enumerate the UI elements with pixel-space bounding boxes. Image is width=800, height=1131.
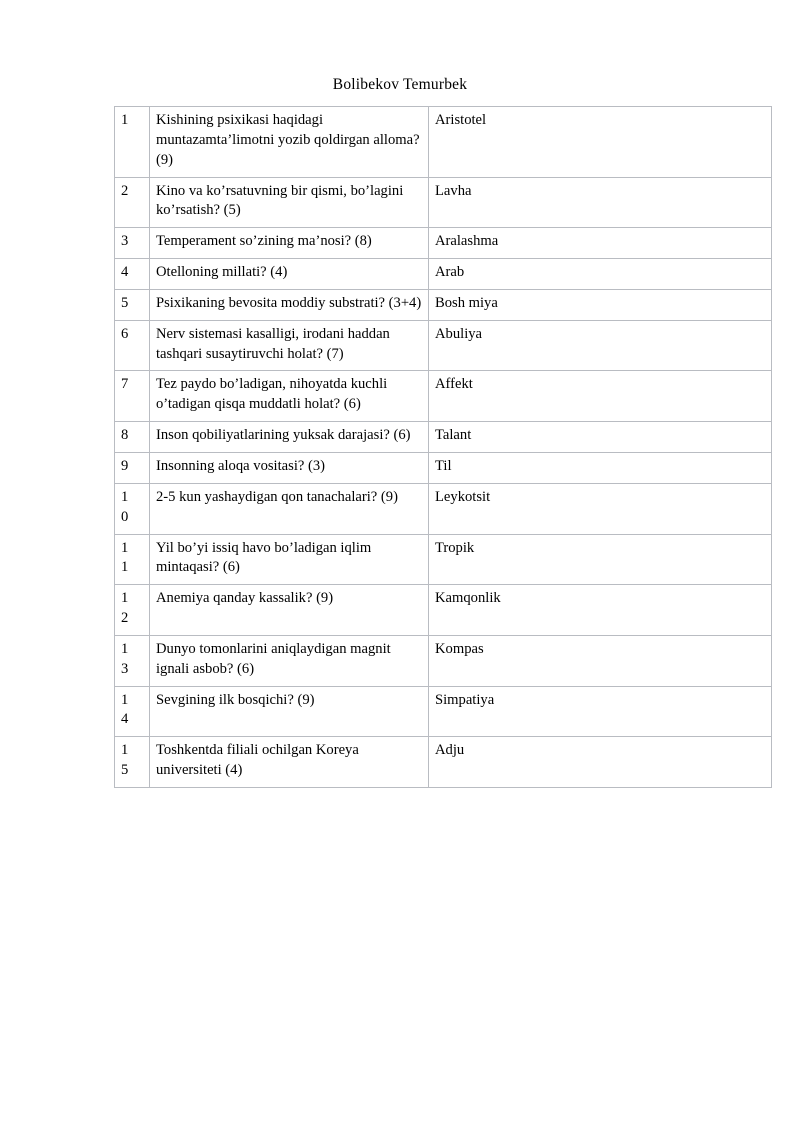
- question-cell: Insonning aloqa vositasi? (3): [150, 452, 429, 483]
- table-row: [115, 177, 772, 228]
- table-row: [115, 371, 772, 422]
- question-cell: 2-5 kun yashaydigan qon tanachalari? (9): [150, 483, 429, 534]
- table-row: [115, 228, 772, 259]
- answer-cell: Leykotsit: [429, 483, 772, 534]
- answer-cell: Adju: [429, 737, 772, 788]
- table-row: [115, 585, 772, 636]
- row-number: 5: [121, 294, 129, 311]
- row-number-cell: [115, 107, 150, 178]
- row-number: 6: [121, 325, 129, 342]
- question-cell: Tez paydo bo’ladigan, nihoyatda kuchli o’tadigan qisqa muddatli holat? (6): [150, 371, 429, 422]
- row-number-cell: [115, 686, 150, 737]
- table-row: [115, 422, 772, 453]
- answer-cell: Aralashma: [429, 228, 772, 259]
- table-row: [115, 534, 772, 585]
- row-number: 10: [121, 488, 129, 525]
- row-number: 11: [121, 539, 129, 576]
- questions-table-body: [115, 107, 772, 788]
- row-number-cell: [115, 320, 150, 371]
- row-number: 7: [121, 376, 129, 393]
- answer-cell: Affekt: [429, 371, 772, 422]
- row-number: 8: [121, 427, 129, 444]
- table-row: [115, 320, 772, 371]
- row-number: 12: [121, 590, 129, 627]
- table-row: [115, 635, 772, 686]
- answer-cell: Bosh miya: [429, 289, 772, 320]
- row-number: 4: [121, 264, 129, 281]
- question-cell: Psixikaning bevosita moddiy substrati? (3+4): [150, 289, 429, 320]
- question-cell: Toshkentda filiali ochilgan Koreya universiteti (4): [150, 737, 429, 788]
- row-number: 2: [121, 182, 129, 199]
- answer-cell: Kamqonlik: [429, 585, 772, 636]
- question-cell: Kino va ko’rsatuvning bir qismi, bo’lagini ko’rsatish? (5): [150, 177, 429, 228]
- question-cell: Temperament so’zining ma’nosi? (8): [150, 228, 429, 259]
- table-row: [115, 686, 772, 737]
- row-number-cell: [115, 534, 150, 585]
- answer-cell: Abuliya: [429, 320, 772, 371]
- row-number-cell: [115, 422, 150, 453]
- question-cell: Yil bo’yi issiq havo bo’ladigan iqlim mintaqasi? (6): [150, 534, 429, 585]
- questions-table: [114, 106, 772, 788]
- answer-cell: Talant: [429, 422, 772, 453]
- question-cell: Dunyo tomonlarini aniqlaydigan magnit ignali asbob? (6): [150, 635, 429, 686]
- question-cell: Nerv sistemasi kasalligi, irodani haddan tashqari susaytiruvchi holat? (7): [150, 320, 429, 371]
- question-cell: Otelloning millati? (4): [150, 259, 429, 290]
- answer-cell: Tropik: [429, 534, 772, 585]
- table-row: [115, 483, 772, 534]
- answer-cell: Kompas: [429, 635, 772, 686]
- row-number-cell: [115, 585, 150, 636]
- answer-cell: Simpatiya: [429, 686, 772, 737]
- row-number: 1: [121, 112, 129, 128]
- table-row: [115, 452, 772, 483]
- row-number: 15: [121, 742, 129, 779]
- page-title: Bolibekov Temurbek: [332, 76, 468, 93]
- answer-cell: Aristotel: [429, 107, 772, 178]
- row-number-cell: [115, 737, 150, 788]
- answer-cell: Til: [429, 452, 772, 483]
- question-cell: Anemiya qanday kassalik? (9): [150, 585, 429, 636]
- row-number-cell: [115, 452, 150, 483]
- table-row: [115, 107, 772, 178]
- row-number: 9: [121, 457, 129, 474]
- table-row: [115, 737, 772, 788]
- table-row: [115, 289, 772, 320]
- row-number-cell: [115, 289, 150, 320]
- row-number-cell: [115, 177, 150, 228]
- question-cell: Kishining psixikasi haqidagi muntazamta’limotni yozib qoldirgan alloma? (9): [150, 107, 429, 178]
- row-number-cell: [115, 259, 150, 290]
- row-number-cell: [115, 228, 150, 259]
- answer-cell: Arab: [429, 259, 772, 290]
- row-number: 13: [121, 640, 129, 677]
- question-cell: Sevgining ilk bosqichi? (9): [150, 686, 429, 737]
- row-number: 14: [121, 691, 129, 728]
- table-row: [115, 259, 772, 290]
- question-cell: Inson qobiliyatlarining yuksak darajasi? (6): [150, 422, 429, 453]
- row-number-cell: [115, 635, 150, 686]
- row-number: 3: [121, 233, 129, 250]
- row-number-cell: [115, 371, 150, 422]
- row-number-cell: [115, 483, 150, 534]
- answer-cell: Lavha: [429, 177, 772, 228]
